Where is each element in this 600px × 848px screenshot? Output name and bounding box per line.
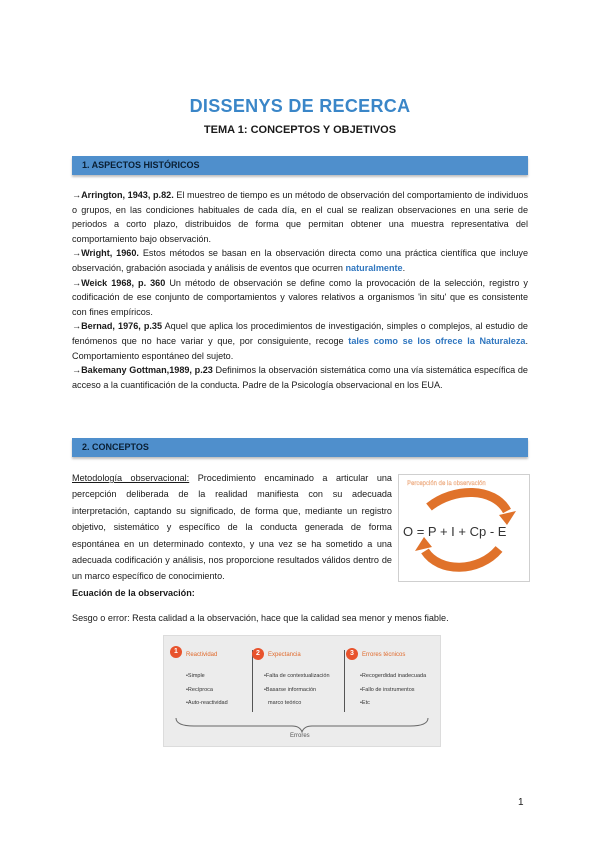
column-2-title: Expectancia bbox=[268, 652, 301, 658]
bottom-arrow-arc bbox=[425, 549, 499, 567]
errors-brace bbox=[164, 636, 440, 746]
column-2-number: 2 bbox=[252, 648, 264, 660]
entry-wright: →Wright, 1960. Estos métodos se basan en la observación directa como una práctica científica que incluye observación, grabación asociada y análisis de eventos que ocurren naturalmente. bbox=[72, 248, 529, 273]
column-1-item: •Recíproca bbox=[186, 687, 213, 693]
section-heading-historicos: 1. ASPECTOS HISTÓRICOS bbox=[72, 156, 528, 175]
column-1-item: •Simple bbox=[186, 673, 205, 679]
errors-label: Errores bbox=[290, 733, 310, 739]
equation-formula: O = P + I + Cp - E bbox=[403, 524, 507, 539]
top-arrow-arc bbox=[429, 492, 507, 511]
column-1-title: Reactividad bbox=[186, 652, 218, 658]
definition-paragraph: Metodología observacional: Procedimiento encaminado a articular una percepción deliberada de la realidad manifiesta con su adecuada interpretación, captando su significado, de forma que, mediante un registro objetivo, sistemático y específico de la conducta generada de forma espontánea en un determinado contexto, y una vez se ha sometido a una adecuada codificación y análisis, nos proporcione resultados válidos dentro de un marco específico de conocimiento. Ecuación de la observación: bbox=[72, 470, 392, 601]
equation-caption: Percepción de la observación bbox=[407, 481, 486, 487]
errors-diagram bbox=[163, 635, 441, 747]
term-metodologia: Metodología observacional: bbox=[72, 473, 190, 483]
column-2-item: •Basarse información bbox=[264, 687, 317, 693]
document-subtitle: TEMA 1: CONCEPTOS Y OBJETIVOS bbox=[203, 124, 397, 136]
column-3-number: 3 bbox=[346, 648, 358, 660]
historical-entries bbox=[72, 188, 528, 392]
column-3-title: Errores técnicos bbox=[362, 652, 406, 658]
page-number: 1 bbox=[518, 797, 524, 808]
entry-bakeman: →Bakemany Gottman,1989, p.23 Definimos la observación sistemática como una vía sistemática específica de acceso a la cuantificación de la conducta. Padre de la Psicología observacional en los EUA. bbox=[72, 365, 528, 390]
column-2-item: •Falta de contextualización bbox=[264, 673, 330, 679]
column-3-item: •Fallo de instrumentos bbox=[360, 687, 415, 693]
document-title: DISSENYS DE RECERCA bbox=[189, 96, 411, 116]
column-3-item: •Etc bbox=[360, 700, 370, 706]
top-arrow-head bbox=[499, 511, 516, 525]
equation-heading: Ecuación de la observación: bbox=[72, 587, 195, 598]
column-1-number: 1 bbox=[170, 646, 182, 658]
column-3-item: •Recogerdidad inadecuada bbox=[360, 673, 427, 679]
entry-arrington: →Arrington, 1943, p.82. El muestreo de tiempo es un método de observación del comportamiento de individuos o grupos, en las condiciones habituales de cada día, en el cual se realizan observaciones en una serie de periodos a corto plazo, distribuidos de forma que permitan obtener una muestra representativa del comportamiento bajo observación. bbox=[72, 190, 528, 244]
column-1-item: •Auto-reactividad bbox=[186, 700, 228, 706]
bottom-arrow-head bbox=[415, 537, 432, 551]
equation-diagram bbox=[399, 475, 529, 581]
column-2-item: marco teórico bbox=[268, 700, 302, 706]
entry-bernad: →Bernad, 1976, p.35 Aquel que aplica los procedimientos de investigación, simples o complejos, al estudio de fenómenos que no hace variar y que, por consiguiente, recoge tales como se los ofrece la Naturaleza. Comportamiento espontáneo del sujeto. bbox=[72, 321, 528, 361]
bias-definition: Sesgo o error: Resta calidad a la observación, hace que la calidad sea menor y menos fiable. bbox=[72, 613, 449, 623]
section-heading-conceptos: 2. CONCEPTOS bbox=[72, 438, 528, 457]
equation-figure bbox=[398, 474, 530, 582]
entry-weick: →Weick 1968, p. 360 Un método de observación se define como la provocación de la selección, registro y codificación de ese conjunto de comportamientos y valores relativos a organismos 'in situ' que es consistente con fines empíricos. bbox=[72, 277, 528, 317]
